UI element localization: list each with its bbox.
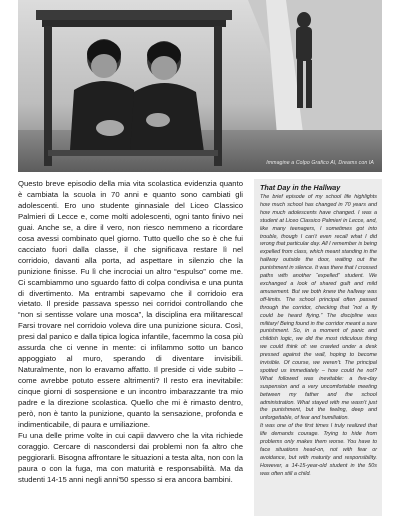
hallway-illustration bbox=[18, 0, 382, 172]
main-paragraph-1: Questo breve episodio della mia vita scolastica evidenzia quanto è cambiata la scuola in 70 anni e quanto sono cambiati gli adolescenti. Ero uno studente ginnasiale del Liceo Classico Palmieri di Lecce e, come molti adolescenti, ogni tanto finivo nei guai. Anche se, a dire il vero, non riesco nemmeno a ricordare cosa avessi combinato quel giorno. Tutto quello che so è che fui cacciato fuori dalla classe, il che significava restare lì nel corridoio, davanti alla porta, ad aspettare in silenzio che la punizione finisse. Fu lì che incrociai un altro “espulso” come me. Ci scambiammo uno sguardo fatto di colpa condivisa e una punta di divertimento. Ma entrambi sapevamo che il corridoio era vietato. Il preside passava spesso nei corridoi controllando che “non si sentisse volare una mosca”, la disciplina era militaresca! Farsi trovare nel corridoio voleva dire una punizione sicura. Così, presi dal panico e dalla tipica logica infantile, facemmo la cosa più assurda che ci venne in mente: ci infilammo sotto un banco appoggiato al muro, sperando di diventare invisibili. Naturalmente, non lo eravamo affatto. Il preside ci vide subito – come avrebbe potuto essere altrimenti? Il resto era inevitabile: cinque giorni di sospensione e un incontro imbarazzante tra mio padre e la direzione scolastica. Quello che mi è rimasto dentro, però, non è tanto la punizione, quanto la sensazione, profonda e indimenticabile, di paura e umiliazione. bbox=[18, 179, 243, 429]
sidebar-title: That Day in the Hallway bbox=[260, 183, 341, 192]
hero-photo bbox=[18, 0, 382, 172]
main-article bbox=[18, 179, 243, 486]
main-paragraph-2: Fu una delle prime volte in cui capii davvero che la vita richiede coraggio. Cercare di nascondersi dai problemi non fa altro che peggiorarli. Bisogna affrontare le situazioni a testa alta, non con la paura o con la fuga, ma con maturità e responsabilità. Ma da studenti 14-15 anni negli anni'50 spesso si era ancora bambini. bbox=[18, 430, 243, 484]
english-translation-box bbox=[254, 179, 382, 516]
sidebar-paragraph-2: It was one of the first times I truly realized that life demands courage. Trying to hide from problems only makes them worse. You have to face situations head-on, not with fear or avoidance, but with maturity and responsibility. However, a 14-15-year-old student in the 50s was often still a child. bbox=[260, 423, 377, 477]
photo-caption: Immagine a Colpo Grafico AI, Dreams con IA bbox=[266, 160, 374, 166]
sidebar-paragraph-1: The brief episode of my school life highlights how much school has changed in 70 years and how much adolescents have changed. I was a student at Liceo Classico Palmieri in Lecce, and, like many teenagers, I sometimes got into trouble, though I can’t even recall what I did wrong that particular day. All I remember is being expelled from class, which meant standing in the hallway outside the door, waiting out the punishment in silence. It was there that I crossed paths with another “expelled” student. We exchanged a look of shared guilt and mild amusement. But we both knew the hallway was off-limits. The school principal often passed through the corridor, checking that “not a fly could be heard flying.” The discipline was military! Being found in the corridor meant a sure punishment. So, in a moment of panic and childish logic, we did the most ridiculous thing we could think of: we crawled under a desk pressed against the wall, hoping to become invisible. Of course, we weren’t. The principal spotted us immediately – how could he not? What followed was inevitable: a five-day suspension and a very uncomfortable meeting between my father and the school administration. What stayed with me wasn’t just the punishment, but the feeling, deep and unforgettable, of fear and humiliation. bbox=[260, 194, 377, 422]
